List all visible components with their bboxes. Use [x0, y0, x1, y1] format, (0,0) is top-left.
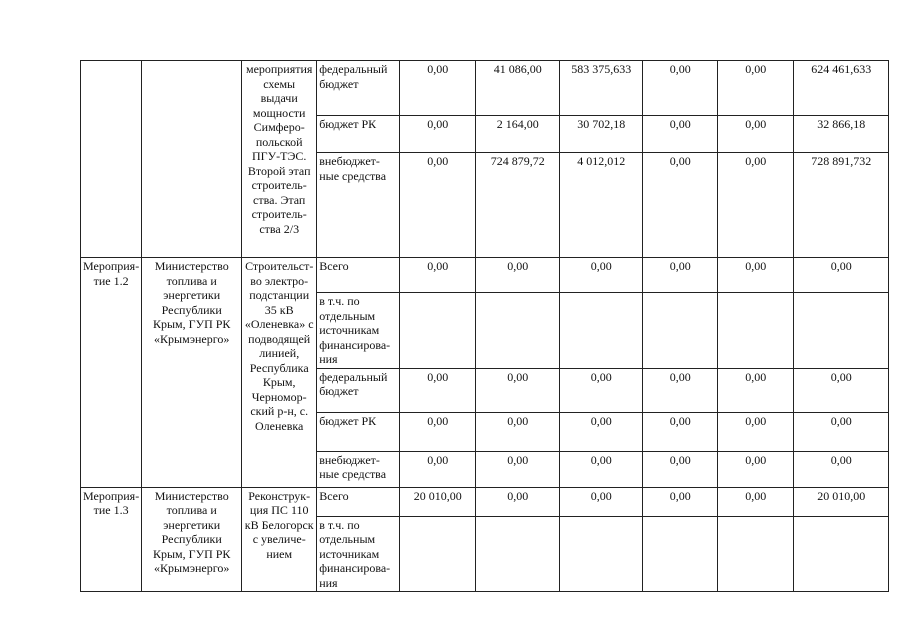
funding-source: бюджет РК — [317, 412, 400, 451]
funding-source: федеральный бюджет — [317, 368, 400, 412]
value-cell: 0,00 — [560, 487, 643, 516]
activity-cell: мероприятия схемы выдачи мощности Симферо-польской ПГУ-ТЭС. Второй этап строитель-ства. Этап строитель-ства 2/3 — [242, 61, 317, 258]
value-cell: 0,00 — [643, 153, 718, 258]
total-cell: 0,00 — [794, 451, 889, 487]
funding-source: бюджет РК — [317, 116, 400, 153]
value-cell: 0,00 — [643, 258, 718, 293]
value-cell: 4 012,012 — [560, 153, 643, 258]
value-cell: 30 702,18 — [560, 116, 643, 153]
total-cell: 728 891,732 — [794, 153, 889, 258]
value-cell: 0,00 — [560, 412, 643, 451]
value-cell: 0,00 — [400, 153, 476, 258]
executor-cell: Министерство топлива и энергетики Республики Крым, ГУП РК «Крымэнерго» — [142, 487, 242, 592]
value-cell: 0,00 — [643, 61, 718, 116]
value-cell: 0,00 — [643, 487, 718, 516]
value-cell — [400, 293, 476, 369]
activity-cell: Реконструк-ция ПС 110 кВ Белогорск с увеличе-нием — [242, 487, 317, 592]
total-cell: 0,00 — [794, 258, 889, 293]
value-cell — [476, 293, 560, 369]
value-cell: 0,00 — [560, 368, 643, 412]
value-cell: 724 879,72 — [476, 153, 560, 258]
total-cell: 20 010,00 — [794, 487, 889, 516]
financing-table — [80, 60, 889, 592]
value-cell: 0,00 — [643, 116, 718, 153]
funding-source: Всего — [317, 258, 400, 293]
value-cell: 0,00 — [476, 412, 560, 451]
value-cell — [718, 516, 794, 592]
value-cell: 0,00 — [476, 368, 560, 412]
activity-cell: Строительст-во электро-подстанции 35 кВ «Оленевка» с подводящей линией, Республика Крым, Черномор-ский р-н, с. Оленевка — [242, 258, 317, 488]
value-cell: 0,00 — [476, 451, 560, 487]
funding-source: в т.ч. по отдельным источникам финансирова-ния — [317, 516, 400, 592]
value-cell — [643, 293, 718, 369]
value-cell — [718, 293, 794, 369]
value-cell — [560, 293, 643, 369]
value-cell: 0,00 — [476, 258, 560, 293]
value-cell: 0,00 — [718, 116, 794, 153]
measure-id-cell: Мероприя-тие 1.3 — [81, 487, 142, 592]
total-cell: 32 866,18 — [794, 116, 889, 153]
value-cell — [400, 516, 476, 592]
value-cell: 20 010,00 — [400, 487, 476, 516]
executor-cell: Министерство топлива и энергетики Республики Крым, ГУП РК «Крымэнерго» — [142, 258, 242, 488]
value-cell: 0,00 — [643, 451, 718, 487]
total-cell — [794, 293, 889, 369]
funding-source: внебюджет-ные средства — [317, 153, 400, 258]
value-cell: 0,00 — [476, 487, 560, 516]
value-cell: 0,00 — [400, 258, 476, 293]
value-cell: 0,00 — [718, 61, 794, 116]
value-cell: 0,00 — [718, 487, 794, 516]
value-cell — [643, 516, 718, 592]
measure-id-cell — [81, 61, 142, 258]
funding-source: внебюджет-ные средства — [317, 451, 400, 487]
total-cell: 0,00 — [794, 412, 889, 451]
total-cell: 624 461,633 — [794, 61, 889, 116]
value-cell: 0,00 — [400, 116, 476, 153]
value-cell — [476, 516, 560, 592]
value-cell: 0,00 — [643, 368, 718, 412]
value-cell: 0,00 — [560, 258, 643, 293]
table-row — [81, 487, 889, 516]
value-cell: 0,00 — [718, 258, 794, 293]
value-cell: 0,00 — [560, 451, 643, 487]
value-cell: 0,00 — [400, 368, 476, 412]
total-cell: 0,00 — [794, 368, 889, 412]
value-cell: 2 164,00 — [476, 116, 560, 153]
table-row — [81, 258, 889, 293]
value-cell: 0,00 — [718, 153, 794, 258]
table-row — [81, 61, 889, 116]
funding-source: в т.ч. по отдельным источникам финансирова-ния — [317, 293, 400, 369]
total-cell — [794, 516, 889, 592]
value-cell: 0,00 — [718, 368, 794, 412]
value-cell: 0,00 — [400, 412, 476, 451]
value-cell: 583 375,633 — [560, 61, 643, 116]
measure-id-cell: Мероприя-тие 1.2 — [81, 258, 142, 488]
value-cell: 0,00 — [400, 61, 476, 116]
value-cell: 0,00 — [718, 451, 794, 487]
executor-cell — [142, 61, 242, 258]
value-cell: 41 086,00 — [476, 61, 560, 116]
value-cell: 0,00 — [718, 412, 794, 451]
value-cell: 0,00 — [643, 412, 718, 451]
value-cell: 0,00 — [400, 451, 476, 487]
funding-source: Всего — [317, 487, 400, 516]
value-cell — [560, 516, 643, 592]
funding-source: федеральный бюджет — [317, 61, 400, 116]
